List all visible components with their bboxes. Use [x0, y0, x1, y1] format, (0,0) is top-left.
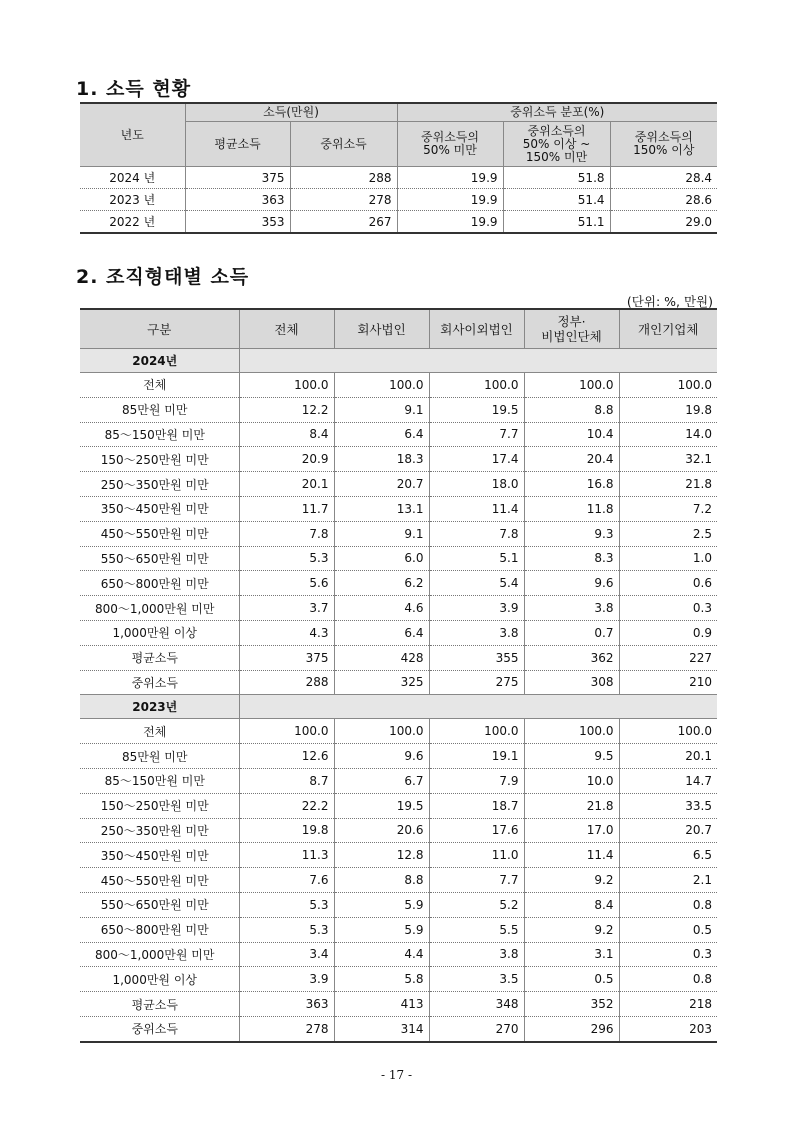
row-label: 평균소득	[80, 992, 239, 1017]
table-row	[80, 868, 717, 893]
row-label: 85～150만원 미만	[80, 768, 239, 793]
row-label: 550～650만원 미만	[80, 546, 239, 571]
table-cell: 51.8	[503, 167, 610, 189]
table-cell: 413	[334, 992, 429, 1017]
table-cell: 33.5	[619, 793, 717, 818]
row-label: 중위소득	[80, 1016, 239, 1041]
table-cell: 278	[239, 1016, 334, 1041]
table-cell: 100.0	[334, 719, 429, 744]
table-cell: 428	[334, 645, 429, 670]
table-cell: 270	[429, 1016, 524, 1041]
table-row	[80, 768, 717, 793]
table-cell: 5.6	[239, 571, 334, 596]
table-row	[80, 645, 717, 670]
table-cell: 278	[290, 189, 397, 211]
row-label: 150～250만원 미만	[80, 447, 239, 472]
table-row	[80, 521, 717, 546]
table-cell: 3.7	[239, 596, 334, 621]
table-cell: 19.5	[429, 397, 524, 422]
column-header: 개인기업체	[619, 309, 717, 349]
table-cell: 19.1	[429, 744, 524, 769]
header-distribution-group: 중위소득 분포(%)	[397, 103, 717, 122]
page-number: - 17 -	[380, 1068, 412, 1082]
table-cell: 308	[524, 670, 619, 695]
table-cell: 32.1	[619, 447, 717, 472]
table-row	[80, 472, 717, 497]
table-cell: 314	[334, 1016, 429, 1041]
row-label: 평균소득	[80, 645, 239, 670]
table-cell: 12.8	[334, 843, 429, 868]
table-cell: 3.9	[239, 967, 334, 992]
row-year: 2024 년	[80, 167, 185, 189]
table-cell: 29.0	[610, 211, 717, 234]
row-label: 85～150만원 미만	[80, 422, 239, 447]
table-cell: 363	[239, 992, 334, 1017]
row-year: 2023 년	[80, 189, 185, 211]
table-cell: 28.4	[610, 167, 717, 189]
table-cell: 10.4	[524, 422, 619, 447]
table-cell: 9.2	[524, 868, 619, 893]
table-row	[80, 818, 717, 843]
table-cell: 6.0	[334, 546, 429, 571]
table-cell: 0.3	[619, 596, 717, 621]
table-cell: 12.6	[239, 744, 334, 769]
table-cell: 100.0	[239, 719, 334, 744]
table-cell: 100.0	[429, 719, 524, 744]
table-row	[80, 397, 717, 422]
table-cell: 17.6	[429, 818, 524, 843]
table-cell: 17.4	[429, 447, 524, 472]
table-cell: 14.7	[619, 768, 717, 793]
table-row	[80, 373, 717, 398]
table-cell: 352	[524, 992, 619, 1017]
table-cell: 288	[239, 670, 334, 695]
table-cell: 9.6	[524, 571, 619, 596]
table-cell: 9.6	[334, 744, 429, 769]
table-cell: 5.5	[429, 917, 524, 942]
table-row	[80, 496, 717, 521]
table-cell: 267	[290, 211, 397, 234]
table-cell: 355	[429, 645, 524, 670]
table-cell: 20.7	[619, 818, 717, 843]
table-cell: 375	[239, 645, 334, 670]
table-cell: 5.4	[429, 571, 524, 596]
year-label: 2024년	[80, 349, 239, 373]
table-cell: 5.8	[334, 967, 429, 992]
table-cell: 7.6	[239, 868, 334, 893]
table-cell: 5.3	[239, 917, 334, 942]
table-cell: 3.1	[524, 942, 619, 967]
table-cell: 325	[334, 670, 429, 695]
table-cell: 7.7	[429, 868, 524, 893]
table-row	[80, 596, 717, 621]
table-row	[80, 744, 717, 769]
table-cell: 19.8	[619, 397, 717, 422]
table-cell: 100.0	[619, 373, 717, 398]
income-status-table	[80, 102, 717, 234]
row-label: 800～1,000만원 미만	[80, 596, 239, 621]
year-row-filler	[239, 695, 717, 719]
table-row	[80, 189, 717, 211]
table-cell: 19.9	[397, 211, 503, 234]
table-cell: 100.0	[239, 373, 334, 398]
table-cell: 21.8	[524, 793, 619, 818]
header-above-150: 중위소득의 150% 이상	[610, 122, 717, 167]
table-row	[80, 422, 717, 447]
table-row	[80, 843, 717, 868]
table-cell: 0.6	[619, 571, 717, 596]
table-cell: 218	[619, 992, 717, 1017]
table-cell: 16.8	[524, 472, 619, 497]
table-cell: 100.0	[524, 373, 619, 398]
table-cell: 20.1	[619, 744, 717, 769]
table-cell: 9.1	[334, 397, 429, 422]
table-cell: 51.1	[503, 211, 610, 234]
table-cell: 0.8	[619, 892, 717, 917]
table-cell: 210	[619, 670, 717, 695]
table-cell: 8.4	[524, 892, 619, 917]
table-cell: 3.8	[524, 596, 619, 621]
table-cell: 11.4	[524, 843, 619, 868]
header-below-50: 중위소득의 50% 미만	[397, 122, 503, 167]
table-cell: 363	[185, 189, 290, 211]
table-cell: 17.0	[524, 818, 619, 843]
table-cell: 227	[619, 645, 717, 670]
year-row-filler	[239, 349, 717, 373]
column-header: 구분	[80, 309, 239, 349]
table-cell: 375	[185, 167, 290, 189]
table-cell: 28.6	[610, 189, 717, 211]
table-cell: 12.2	[239, 397, 334, 422]
table-cell: 0.9	[619, 620, 717, 645]
table-cell: 203	[619, 1016, 717, 1041]
row-label: 350～450만원 미만	[80, 496, 239, 521]
table-cell: 8.8	[524, 397, 619, 422]
table-cell: 0.5	[619, 917, 717, 942]
table-cell: 20.4	[524, 447, 619, 472]
table-cell: 8.8	[334, 868, 429, 893]
table-row	[80, 1016, 717, 1041]
table-row	[80, 167, 717, 189]
table-cell: 7.8	[429, 521, 524, 546]
table-cell: 3.5	[429, 967, 524, 992]
table-cell: 20.1	[239, 472, 334, 497]
table-cell: 100.0	[619, 719, 717, 744]
table-cell: 0.3	[619, 942, 717, 967]
table-cell: 2.5	[619, 521, 717, 546]
year-group-row	[80, 695, 717, 719]
table-cell: 7.9	[429, 768, 524, 793]
table-cell: 7.7	[429, 422, 524, 447]
header-income-group: 소득(만원)	[185, 103, 397, 122]
table-cell: 9.2	[524, 917, 619, 942]
table-cell: 6.4	[334, 422, 429, 447]
table-cell: 19.9	[397, 189, 503, 211]
table-cell: 14.0	[619, 422, 717, 447]
table-cell: 18.7	[429, 793, 524, 818]
row-label: 1,000만원 이상	[80, 620, 239, 645]
table-cell: 11.3	[239, 843, 334, 868]
table-cell: 348	[429, 992, 524, 1017]
table-cell: 100.0	[429, 373, 524, 398]
row-label: 전체	[80, 719, 239, 744]
row-year: 2022 년	[80, 211, 185, 234]
table-cell: 8.7	[239, 768, 334, 793]
table-cell: 100.0	[524, 719, 619, 744]
table-cell: 10.0	[524, 768, 619, 793]
table-cell: 11.8	[524, 496, 619, 521]
table-cell: 296	[524, 1016, 619, 1041]
column-header: 회사법인	[334, 309, 429, 349]
year-label: 2023년	[80, 695, 239, 719]
column-header: 회사이외법인	[429, 309, 524, 349]
table-cell: 100.0	[334, 373, 429, 398]
table-row	[80, 793, 717, 818]
table-cell: 19.9	[397, 167, 503, 189]
table-row	[80, 992, 717, 1017]
table-row	[80, 447, 717, 472]
table-cell: 8.3	[524, 546, 619, 571]
table-cell: 20.7	[334, 472, 429, 497]
table-cell: 4.6	[334, 596, 429, 621]
table-cell: 20.9	[239, 447, 334, 472]
table-cell: 11.4	[429, 496, 524, 521]
table-cell: 6.4	[334, 620, 429, 645]
row-label: 450～550만원 미만	[80, 868, 239, 893]
table-cell: 5.3	[239, 892, 334, 917]
table-cell: 0.5	[524, 967, 619, 992]
table-cell: 7.8	[239, 521, 334, 546]
table-cell: 13.1	[334, 496, 429, 521]
table-row	[80, 917, 717, 942]
row-label: 250～350만원 미만	[80, 472, 239, 497]
table-cell: 275	[429, 670, 524, 695]
table-row	[80, 942, 717, 967]
row-label: 650～800만원 미만	[80, 917, 239, 942]
table-cell: 3.8	[429, 620, 524, 645]
table-cell: 5.3	[239, 546, 334, 571]
row-label: 85만원 미만	[80, 744, 239, 769]
table-cell: 288	[290, 167, 397, 189]
table-row	[80, 892, 717, 917]
table-cell: 8.4	[239, 422, 334, 447]
header-year: 년도	[80, 103, 185, 167]
table-cell: 5.9	[334, 892, 429, 917]
table-cell: 21.8	[619, 472, 717, 497]
table-cell: 5.2	[429, 892, 524, 917]
table-cell: 0.8	[619, 967, 717, 992]
table-cell: 11.0	[429, 843, 524, 868]
table-cell: 5.9	[334, 917, 429, 942]
table-cell: 9.5	[524, 744, 619, 769]
table-cell: 19.8	[239, 818, 334, 843]
row-label: 450～550만원 미만	[80, 521, 239, 546]
table-cell: 18.0	[429, 472, 524, 497]
table-cell: 22.2	[239, 793, 334, 818]
row-label: 1,000만원 이상	[80, 967, 239, 992]
table-row	[80, 967, 717, 992]
row-label: 550～650만원 미만	[80, 892, 239, 917]
table-row	[80, 719, 717, 744]
table-cell: 3.8	[429, 942, 524, 967]
table-cell: 353	[185, 211, 290, 234]
row-label: 350～450만원 미만	[80, 843, 239, 868]
table-cell: 9.1	[334, 521, 429, 546]
unit-note: (단위: %, 만원)	[626, 294, 713, 309]
table-row	[80, 546, 717, 571]
row-label: 650～800만원 미만	[80, 571, 239, 596]
table-cell: 6.2	[334, 571, 429, 596]
table-cell: 51.4	[503, 189, 610, 211]
table-cell: 4.3	[239, 620, 334, 645]
table-cell: 362	[524, 645, 619, 670]
table-cell: 3.9	[429, 596, 524, 621]
row-label: 150～250만원 미만	[80, 793, 239, 818]
table-cell: 0.7	[524, 620, 619, 645]
table-cell: 2.1	[619, 868, 717, 893]
table-cell: 4.4	[334, 942, 429, 967]
header-median-income: 중위소득	[290, 122, 397, 167]
header-50-to-150: 중위소득의 50% 이상 ~ 150% 미만	[503, 122, 610, 167]
table-cell: 6.5	[619, 843, 717, 868]
table-cell: 19.5	[334, 793, 429, 818]
row-label: 전체	[80, 373, 239, 398]
table-cell: 5.1	[429, 546, 524, 571]
table-cell: 6.7	[334, 768, 429, 793]
table-row	[80, 211, 717, 234]
header-average-income: 평균소득	[185, 122, 290, 167]
table-cell: 3.4	[239, 942, 334, 967]
table-row	[80, 571, 717, 596]
table-cell: 1.0	[619, 546, 717, 571]
column-header: 전체	[239, 309, 334, 349]
row-label: 85만원 미만	[80, 397, 239, 422]
table-cell: 7.2	[619, 496, 717, 521]
table-cell: 20.6	[334, 818, 429, 843]
section2-title: 2. 조직형태별 소득	[76, 266, 250, 288]
table-row	[80, 670, 717, 695]
year-group-row	[80, 349, 717, 373]
table-cell: 11.7	[239, 496, 334, 521]
row-label: 800～1,000만원 미만	[80, 942, 239, 967]
income-by-organization-table	[80, 308, 717, 1043]
row-label: 250～350만원 미만	[80, 818, 239, 843]
table-row	[80, 620, 717, 645]
table-cell: 18.3	[334, 447, 429, 472]
row-label: 중위소득	[80, 670, 239, 695]
table-cell: 9.3	[524, 521, 619, 546]
section1-title: 1. 소득 현황	[76, 78, 192, 100]
column-header: 정부· 비법인단체	[524, 309, 619, 349]
